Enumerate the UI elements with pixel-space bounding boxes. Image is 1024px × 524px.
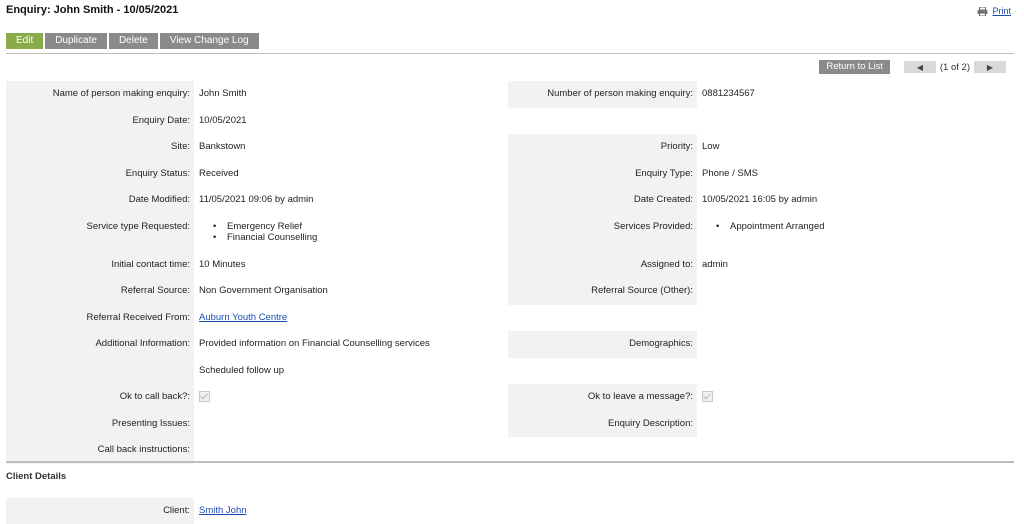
additional-info-value: Provided information on Financial Counselling services bbox=[199, 338, 430, 349]
empty-cell bbox=[697, 305, 1010, 332]
name-label: Name of person making enquiry: bbox=[6, 81, 194, 108]
site-label: Site: bbox=[6, 134, 194, 161]
callback-instructions-label: Call back instructions: bbox=[6, 437, 194, 464]
referral-other-value bbox=[697, 278, 1010, 305]
action-toolbar bbox=[6, 33, 259, 49]
assigned-value: admin bbox=[702, 258, 728, 270]
detail-row bbox=[6, 134, 1010, 161]
detail-row bbox=[6, 108, 1010, 135]
services-provided-label: Services Provided: bbox=[508, 214, 697, 252]
created-label: Date Created: bbox=[508, 187, 697, 214]
detail-row bbox=[6, 384, 1010, 411]
detail-row bbox=[6, 161, 1010, 188]
detail-row bbox=[6, 187, 1010, 214]
service-requested-label: Service type Requested: bbox=[6, 214, 194, 252]
client-link[interactable]: Smith John bbox=[199, 505, 247, 516]
detail-row bbox=[6, 305, 1010, 332]
initial-contact-value: 10 Minutes bbox=[199, 258, 246, 270]
number-label: Number of person making enquiry: bbox=[508, 81, 697, 108]
presenting-issues-value bbox=[194, 411, 508, 438]
list-item: • Emergency Relief bbox=[213, 221, 508, 232]
callback-label: Ok to call back?: bbox=[6, 384, 194, 411]
created-value: 10/05/2021 16:05 by admin bbox=[702, 194, 818, 205]
referral-source-label: Referral Source: bbox=[6, 278, 194, 305]
record-navigation bbox=[819, 60, 1006, 74]
number-value: 0881234567 bbox=[702, 88, 755, 99]
detail-row bbox=[6, 278, 1010, 305]
empty-cell bbox=[697, 108, 1010, 135]
duplicate-button[interactable]: Duplicate bbox=[45, 33, 107, 49]
leave-message-checkbox[interactable] bbox=[702, 391, 713, 402]
priority-label: Priority: bbox=[508, 134, 697, 161]
type-label: Enquiry Type: bbox=[508, 161, 697, 188]
name-value: John Smith bbox=[199, 88, 247, 99]
detail-row bbox=[6, 358, 1010, 385]
referral-other-label: Referral Source (Other): bbox=[508, 278, 697, 305]
initial-contact-label: Initial contact time: bbox=[6, 252, 194, 279]
description-label: Enquiry Description: bbox=[508, 411, 697, 438]
assigned-label: Assigned to: bbox=[508, 252, 697, 279]
arrow-right-icon: ▶ bbox=[986, 62, 994, 72]
message-value bbox=[697, 384, 1010, 411]
presenting-issues-label: Presenting Issues: bbox=[6, 411, 194, 438]
detail-row bbox=[6, 331, 1010, 358]
prev-record-button[interactable] bbox=[904, 61, 936, 73]
description-value bbox=[697, 411, 1010, 438]
page-title: Enquiry: John Smith - 10/05/2021 bbox=[6, 4, 179, 16]
list-item: • Financial Counselling bbox=[213, 232, 508, 243]
referral-from-value bbox=[194, 305, 508, 332]
referral-from-label: Referral Received From: bbox=[6, 305, 194, 332]
detail-row bbox=[6, 252, 1010, 279]
view-change-log-button[interactable]: View Change Log bbox=[160, 33, 259, 49]
additional-info-label-cont bbox=[6, 358, 194, 385]
services-provided-value bbox=[697, 214, 1010, 252]
section-divider bbox=[6, 461, 1014, 463]
client-details-heading: Client Details bbox=[6, 471, 67, 482]
status-label: Enquiry Status: bbox=[6, 161, 194, 188]
edit-button[interactable]: Edit bbox=[6, 33, 43, 49]
list-item: • Appointment Arranged bbox=[716, 221, 1010, 232]
referral-source-value: Non Government Organisation bbox=[199, 285, 328, 296]
arrow-left-icon: ◀ bbox=[916, 62, 923, 72]
next-record-button[interactable] bbox=[974, 61, 1006, 73]
message-label: Ok to leave a message?: bbox=[508, 384, 697, 411]
print-link[interactable] bbox=[977, 6, 1011, 16]
empty-cell bbox=[508, 305, 697, 332]
empty-cell bbox=[697, 358, 1010, 385]
callback-instructions-value bbox=[194, 437, 508, 464]
pager bbox=[904, 61, 1006, 73]
detail-row bbox=[6, 81, 1010, 108]
client-label: Client: bbox=[6, 498, 194, 524]
detail-row bbox=[6, 498, 508, 524]
divider bbox=[6, 53, 1014, 54]
demographics-value bbox=[697, 331, 1010, 358]
additional-info-value-cont: Scheduled follow up bbox=[199, 364, 285, 376]
priority-value: Low bbox=[702, 141, 720, 152]
delete-button[interactable]: Delete bbox=[109, 33, 158, 49]
callback-value bbox=[194, 384, 508, 411]
date-label: Enquiry Date: bbox=[6, 108, 194, 135]
return-to-list-button[interactable]: Return to List bbox=[819, 60, 890, 74]
site-value: Bankstown bbox=[199, 141, 246, 152]
referral-from-link[interactable]: Auburn Youth Centre bbox=[199, 311, 288, 323]
callback-checkbox[interactable] bbox=[199, 391, 210, 402]
empty-cell bbox=[508, 108, 697, 135]
client-value bbox=[194, 498, 508, 524]
modified-label: Date Modified: bbox=[6, 187, 194, 214]
modified-value: 11/05/2021 09:06 by admin bbox=[199, 194, 314, 205]
status-value: Received bbox=[199, 167, 239, 179]
service-requested-value bbox=[194, 214, 508, 252]
demographics-label: Demographics: bbox=[508, 331, 697, 358]
detail-row bbox=[6, 411, 1010, 438]
empty-cell bbox=[508, 358, 697, 385]
type-value: Phone / SMS bbox=[702, 167, 758, 179]
detail-row bbox=[6, 214, 1010, 252]
pager-count: (1 of 2) bbox=[939, 61, 970, 73]
enquiry-details bbox=[6, 81, 1010, 464]
print-label[interactable]: Print bbox=[992, 6, 1011, 16]
additional-info-label: Additional Information: bbox=[6, 331, 194, 358]
printer-icon[interactable] bbox=[977, 7, 988, 16]
detail-row bbox=[6, 437, 1010, 464]
date-value: 10/05/2021 bbox=[199, 114, 247, 126]
